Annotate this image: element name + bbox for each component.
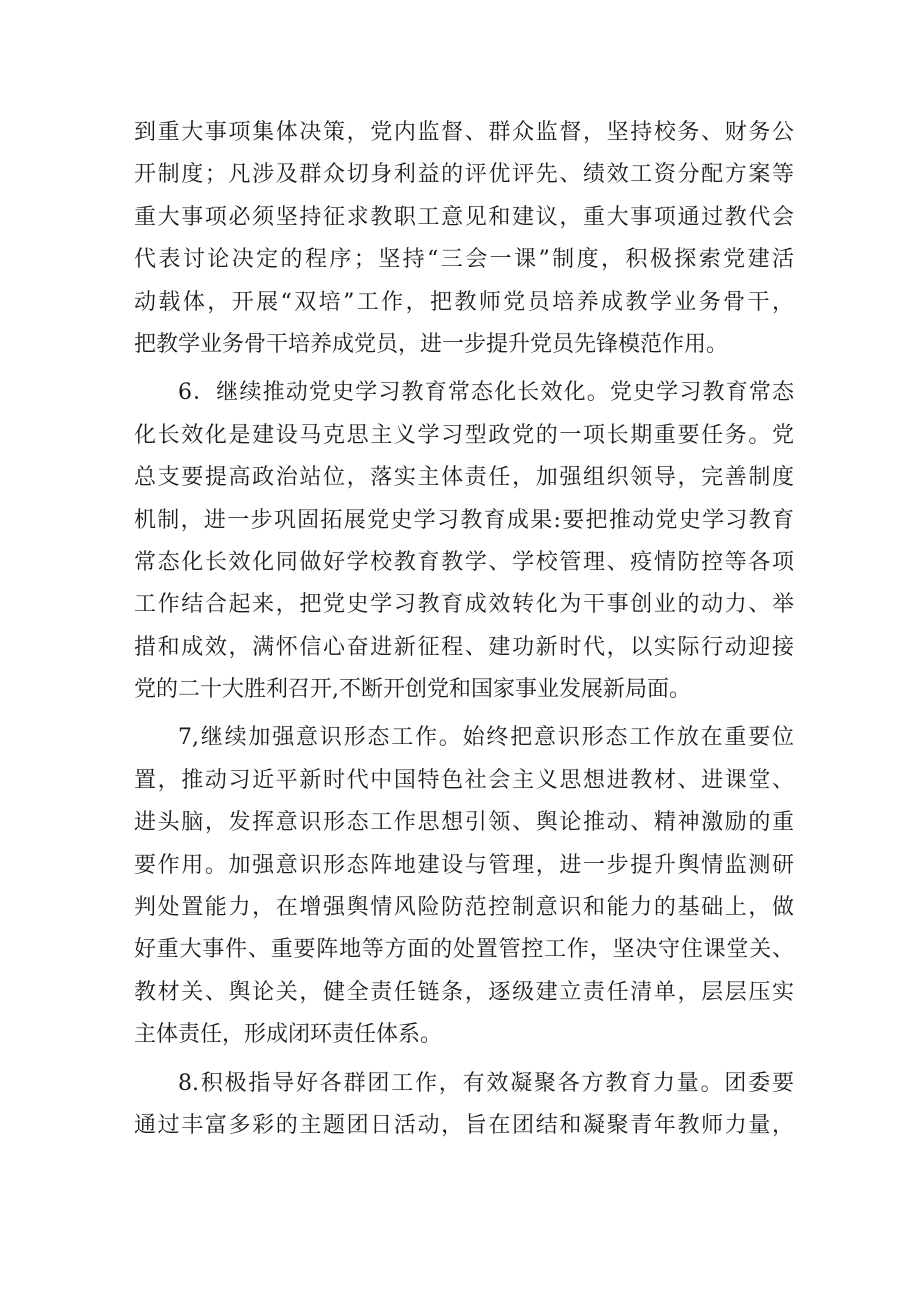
paragraph-item-6 [134, 372, 794, 711]
text-line: 化长效化是建设马克思主义学习型政党的一项长期重要任务。党 [134, 422, 794, 448]
text-line: 通过丰富多彩的主题团日活动，旨在团结和凝聚青年教师力量， [134, 1112, 794, 1138]
text-line: 机制，进一步巩固拓展党史学习教育成果:要把推动党史学习教育 [134, 507, 794, 533]
text-line: 好重大事件、重要阵地等方面的处置管控工作，坚决守住课堂关、 [134, 937, 794, 963]
paragraph-item-7 [134, 717, 794, 1056]
text-line: 主体责任，形成闭环责任体系。 [134, 1022, 443, 1048]
text-line: 代表讨论决定的程序；坚持“三会一课”制度，积极探索党建活 [134, 247, 794, 273]
text-line: 重大事项必须坚持征求教职工意见和建议，重大事项通过教代会 [134, 204, 794, 230]
text-line: 8.积极指导好各群团工作，有效凝聚各方教育力量。团委要 [178, 1070, 794, 1096]
document-body [134, 112, 794, 1147]
text-line: 工作结合起来，把党史学习教育成效转化为干事创业的动力、举 [134, 592, 794, 618]
text-line: 动载体，开展“双培”工作，把教师党员培养成教学业务骨干， [134, 289, 794, 315]
text-line: 到重大事项集体决策，党内监督、群众监督，坚持校务、财务公 [134, 120, 794, 145]
text-line: 教材关、舆论关，健全责任链条，逐级建立责任清单，层层压实 [134, 979, 794, 1005]
paragraph-continuation [134, 112, 794, 366]
text-line: 开制度；凡涉及群众切身利益的评优评先、绩效工资分配方案等 [134, 162, 794, 188]
text-line: 把教学业务骨干培养成党员，进一步提升党员先锋模范作用。 [134, 331, 729, 357]
text-line: 进头脑，发挥意识形态工作思想引领、舆论推动、精神激励的重 [134, 810, 794, 836]
text-line: 判处置能力，在增强舆情风险防范控制意识和能力的基础上，做 [134, 895, 794, 921]
text-line: 常态化长效化同做好学校教育教学、学校管理、疫情防控等各项 [134, 549, 794, 575]
paragraph-item-8 [134, 1063, 794, 1148]
text-line: 总支要提高政治站位，落实主体责任，加强组织领导，完善制度 [134, 465, 794, 491]
text-line: 要作用。加强意识形态阵地建设与管理，进一步提升舆情监测研 [134, 852, 794, 878]
text-line: 置，推动习近平新时代中国特色社会主义思想进教材、进课堂、 [134, 767, 794, 793]
text-line: 党的二十大胜利召开,不断开创党和国家事业发展新局面。 [134, 677, 691, 703]
text-line: 6．继续推动党史学习教育常态化长效化。党史学习教育常态 [178, 380, 794, 406]
text-line: 7,继续加强意识形态工作。始终把意识形态工作放在重要位 [178, 725, 794, 751]
text-line: 措和成效，满怀信心奋进新征程、建功新时代，以实际行动迎接 [134, 634, 794, 660]
